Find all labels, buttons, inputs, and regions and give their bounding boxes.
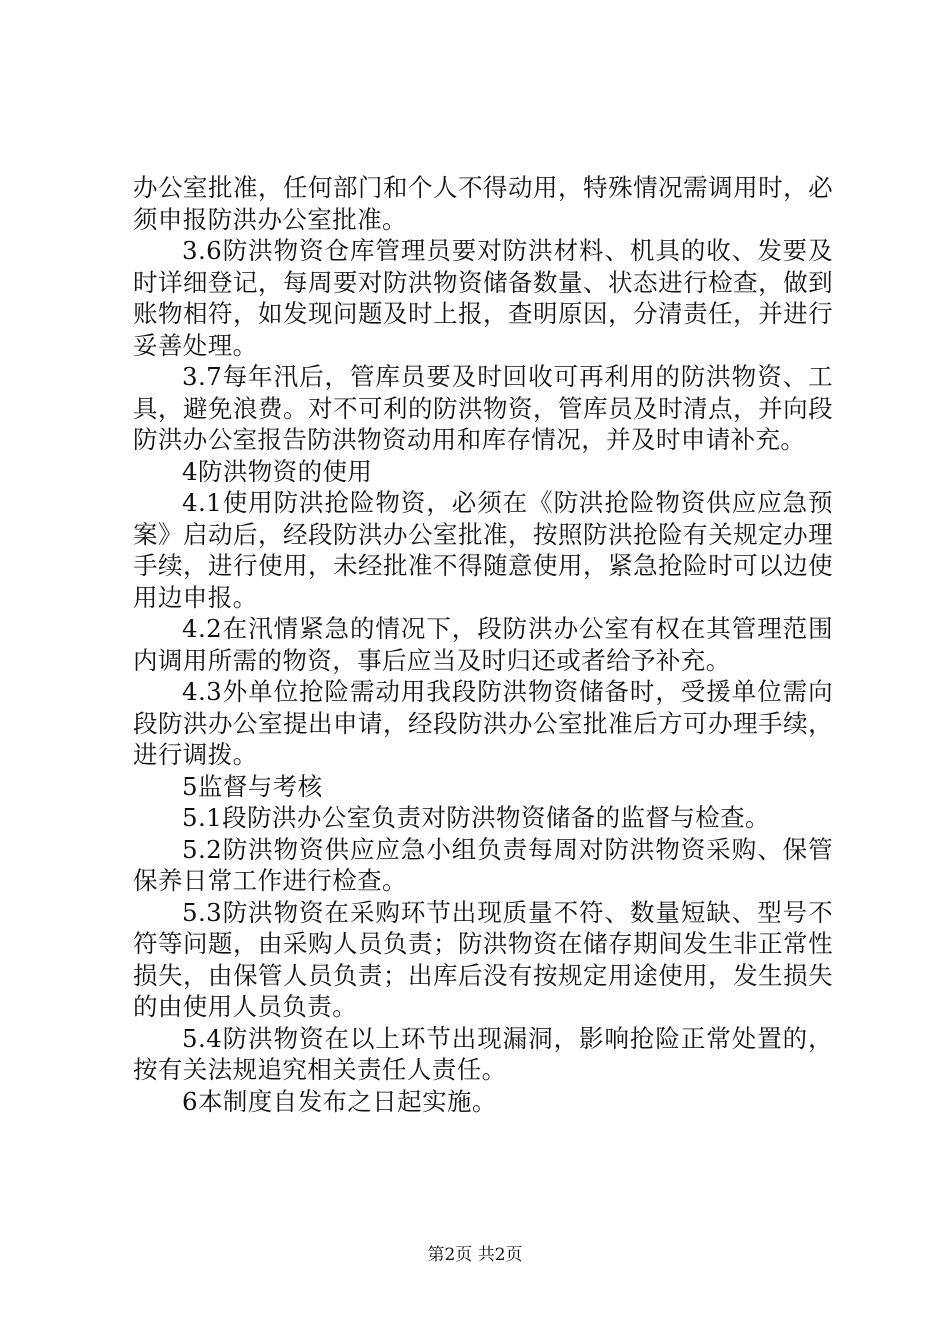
paragraph-3-7: 3.7每年汛后，管库员要及时回收可再利用的防洪物资、工具，避免浪费。对不可利的防洪物资，管库员及时清点，并向段防洪办公室报告防洪物资动用和库存情况，并及时申请补充。 <box>133 362 833 454</box>
paragraph-5-1: 5.1段防洪办公室负责对防洪物资储备的监督与检查。 <box>182 803 770 832</box>
paragraph-5-2: 5.2防洪物资供应应急小组负责每周对防洪物资采购、保管保养日常工作进行检查。 <box>133 834 833 895</box>
paragraph-3-6: 3.6防洪物资仓库管理员要对防洪材料、机具的收、发要及时详细登记，每周要对防洪物资储备数量、状态进行检查，做到账物相符，如发现问题及时上报，查明原因，分清责任，并进行妥善处理。 <box>133 236 833 360</box>
paragraph-continuation: 办公室批准，任何部门和个人不得动用，特殊情况需调用时，必须申报防洪办公室批准。 <box>133 173 833 234</box>
paragraph-5-4: 5.4防洪物资在以上环节出现漏洞，影响抢险正常处置的，按有关法规追究相关责任人责任。 <box>133 1023 833 1084</box>
paragraph-6: 6本制度自发布之日起实施。 <box>182 1086 497 1116</box>
document-body <box>133 172 833 1117</box>
paragraph-5-3: 5.3防洪物资在采购环节出现质量不符、数量短缺、型号不符等问题，由采购人员负责；防洪物资在储存期间发生非正常性损失，由保管人员负责；出库后没有按规定用途使用，发生损失的由使用人员负责。 <box>133 897 833 1021</box>
section-heading-4: 4防洪物资的使用 <box>182 456 373 486</box>
paragraph-4-3: 4.3外单位抢险需动用我段防洪物资储备时，受援单位需向段防洪办公室提出申请，经段防洪办公室批准后方可办理手续，进行调拨。 <box>133 677 833 769</box>
paragraph-4-2: 4.2在汛情紧急的情况下，段防洪办公室有权在其管理范围内调用所需的物资，事后应当及时归还或者给予补充。 <box>133 614 833 675</box>
paragraph-4-1: 4.1使用防洪抢险物资，必须在《防洪抢险物资供应应急预案》启动后，经段防洪办公室批准，按照防洪抢险有关规定办理手续，进行使用，未经批准不得随意使用，紧急抢险时可以边使用边申报。 <box>133 488 833 612</box>
section-heading-5: 5监督与考核 <box>182 771 323 801</box>
page-number-footer: 第2页 共2页 <box>427 1245 523 1265</box>
